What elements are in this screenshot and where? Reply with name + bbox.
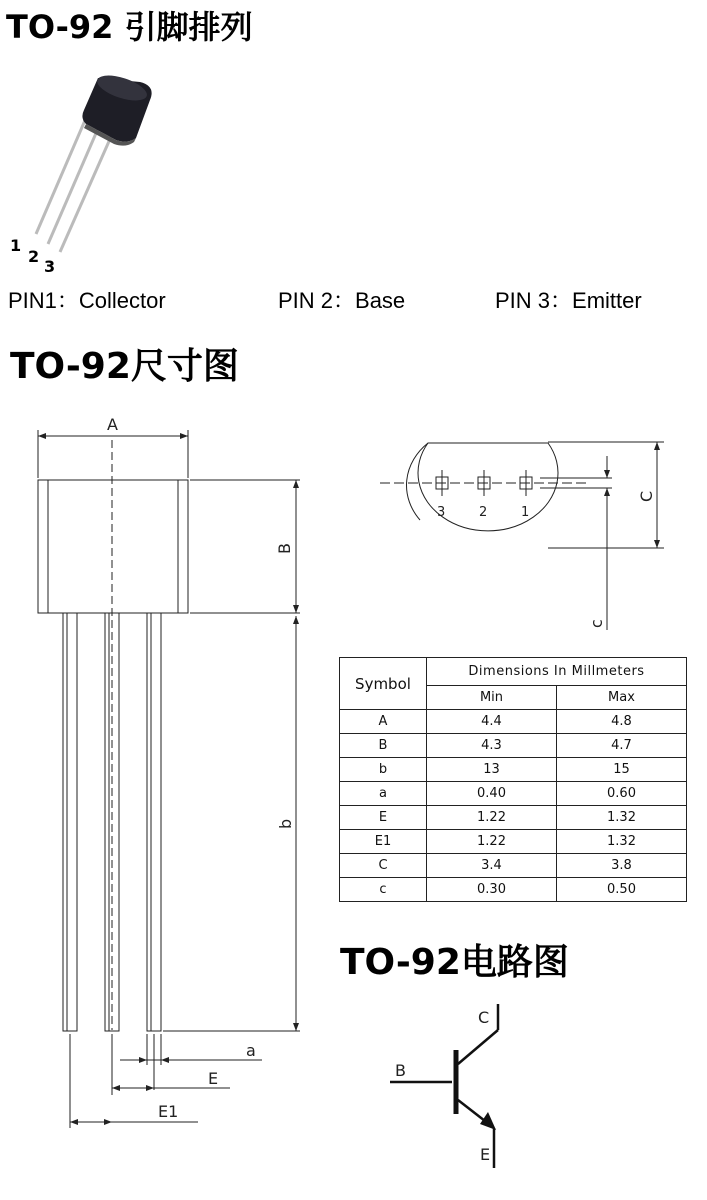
pin2-label: PIN 2：Base	[278, 288, 406, 313]
table-row	[340, 854, 687, 878]
row-max: 0.60	[556, 782, 686, 806]
lead-number-2: 2	[28, 247, 40, 266]
table-row	[340, 710, 687, 734]
circuit-label-emitter: E	[480, 1145, 491, 1164]
label-c: c	[587, 619, 606, 628]
row-symbol: c	[340, 878, 427, 902]
row-min: 4.3	[427, 734, 557, 758]
row-max: 1.32	[556, 830, 686, 854]
top-pin-3: 3	[437, 505, 446, 520]
label-C: C	[637, 490, 656, 502]
row-symbol: b	[340, 758, 427, 782]
pinout-title: TO-92 引脚排列	[6, 8, 253, 46]
side-view-drawing	[38, 430, 300, 1128]
label-A: A	[107, 415, 118, 434]
circuit-title: TO-92电路图	[340, 942, 569, 983]
row-min: 13	[427, 758, 557, 782]
table-row	[340, 806, 687, 830]
row-min: 0.40	[427, 782, 557, 806]
row-min: 3.4	[427, 854, 557, 878]
top-view-drawing	[380, 442, 664, 630]
row-symbol: E1	[340, 830, 427, 854]
row-max: 3.8	[556, 854, 686, 878]
lead-number-1: 1	[10, 236, 22, 255]
max-header: Max	[556, 686, 686, 710]
dimensions-header: Dimensions In Millmeters	[427, 658, 687, 686]
transistor-package-illustration	[36, 70, 152, 252]
lead-number-3: 3	[44, 257, 56, 276]
label-b: b	[276, 818, 295, 829]
pin1-label: PIN1：Collector	[8, 288, 166, 313]
pin3-label: PIN 3：Emitter	[495, 288, 642, 313]
npn-transistor-symbol	[390, 1004, 498, 1168]
label-E1: E1	[158, 1102, 179, 1121]
row-max: 4.8	[556, 710, 686, 734]
table-row	[340, 782, 687, 806]
row-symbol: B	[340, 734, 427, 758]
row-min: 1.22	[427, 830, 557, 854]
row-max: 0.50	[556, 878, 686, 902]
row-max: 1.32	[556, 806, 686, 830]
top-pin-1: 1	[521, 505, 530, 520]
label-a: a	[246, 1041, 256, 1060]
label-B: B	[275, 543, 294, 554]
label-E: E	[208, 1069, 219, 1088]
row-max: 15	[556, 758, 686, 782]
row-symbol: E	[340, 806, 427, 830]
table-row	[340, 878, 687, 902]
circuit-label-base: B	[395, 1061, 406, 1080]
row-min: 4.4	[427, 710, 557, 734]
min-header: Min	[427, 686, 557, 710]
emitter-arrow	[480, 1112, 496, 1130]
table-row	[340, 830, 687, 854]
top-pin-2: 2	[479, 505, 488, 520]
dimensions-table	[339, 657, 687, 902]
row-symbol: A	[340, 710, 427, 734]
table-row	[340, 758, 687, 782]
row-min: 1.22	[427, 806, 557, 830]
row-min: 0.30	[427, 878, 557, 902]
circuit-label-collector: C	[478, 1008, 490, 1027]
table-row	[340, 734, 687, 758]
dimensions-title: TO-92尺寸图	[10, 346, 239, 387]
symbol-header: Symbol	[340, 658, 427, 710]
row-symbol: a	[340, 782, 427, 806]
row-symbol: C	[340, 854, 427, 878]
row-max: 4.7	[556, 734, 686, 758]
